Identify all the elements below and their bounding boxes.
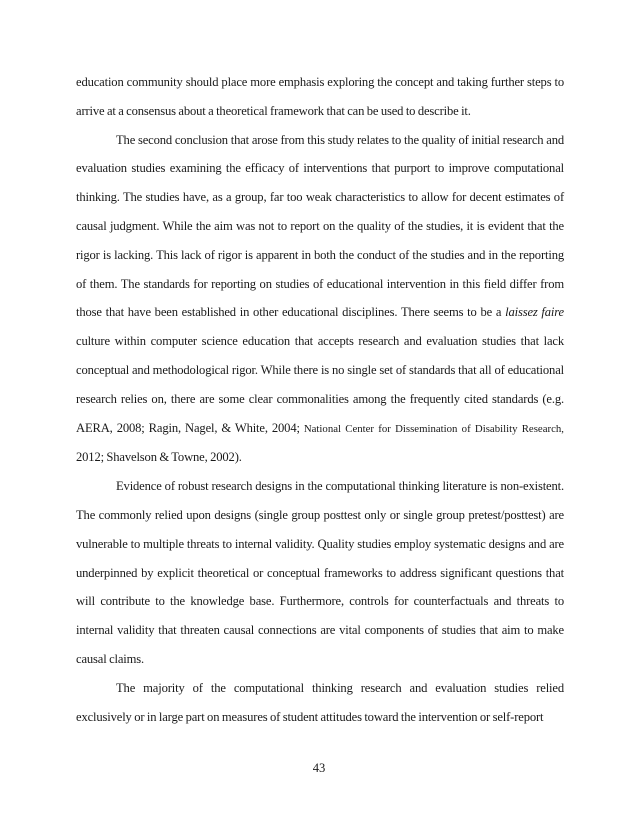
body-text [76, 68, 564, 731]
italic-term: laissez faire [505, 305, 564, 320]
paragraph-measures: The majority of the computational thinking research and evaluation studies relied exclusively or in large part on measures of student attitudes toward the intervention or self-report [76, 680, 564, 724]
paragraph-second-conclusion [76, 126, 564, 473]
citation-organization: National Center for Dissemination of Disability Research, [303, 422, 564, 435]
paragraph-text: The second conclusion that arose from this study relates to the quality of initial research and evaluation studies examining the efficacy of interventions that purport to improve computational thinking. The studies have, as a group, far too weak characteristics to allow for decent estimates of causal judgment. While the aim was not to report on the quality of the studies, it is evident that the rigor is lacking. This lack of rigor is apparent in both the conduct of the studies and in the reporting of them. The standards for reporting on studies of educational intervention in this field differ from those that have been established in other educational disciplines. There seems to be a [76, 132, 564, 320]
paragraph-text: culture within computer science education that accepts research and evaluation studies that lack conceptual and methodological rigor. While there is no single set of standards that all of educational research relies on, there are some clear commonalities among the frequently cited standards (e.g. AERA, 2008; Ragin, Nagel, & White, 2004; [76, 334, 564, 435]
paragraph-continuation: education community should place more emphasis exploring the concept and taking further steps to arrive at a consensus about a theoretical framework that can be used to describe it. [76, 75, 564, 118]
paragraph-text: 2012; Shavelson & Towne, 2002). [76, 450, 242, 465]
page-number: 43 [312, 761, 326, 775]
paragraph-research-designs: Evidence of robust research designs in the computational thinking literature is non-existent. The commonly relied upon designs (single group posttest only or single group pretest/posttest) are vulnerable to multiple threats to internal validity. Quality studies employ systematic designs and are underpinned by explicit theoretical or conceptual frameworks to address significant questions that will contribute to the knowledge base. Furthermore, controls for counterfactuals and threats to internal validity that threaten causal connections are vital components of studies that aim to make causal claims. [76, 479, 564, 666]
